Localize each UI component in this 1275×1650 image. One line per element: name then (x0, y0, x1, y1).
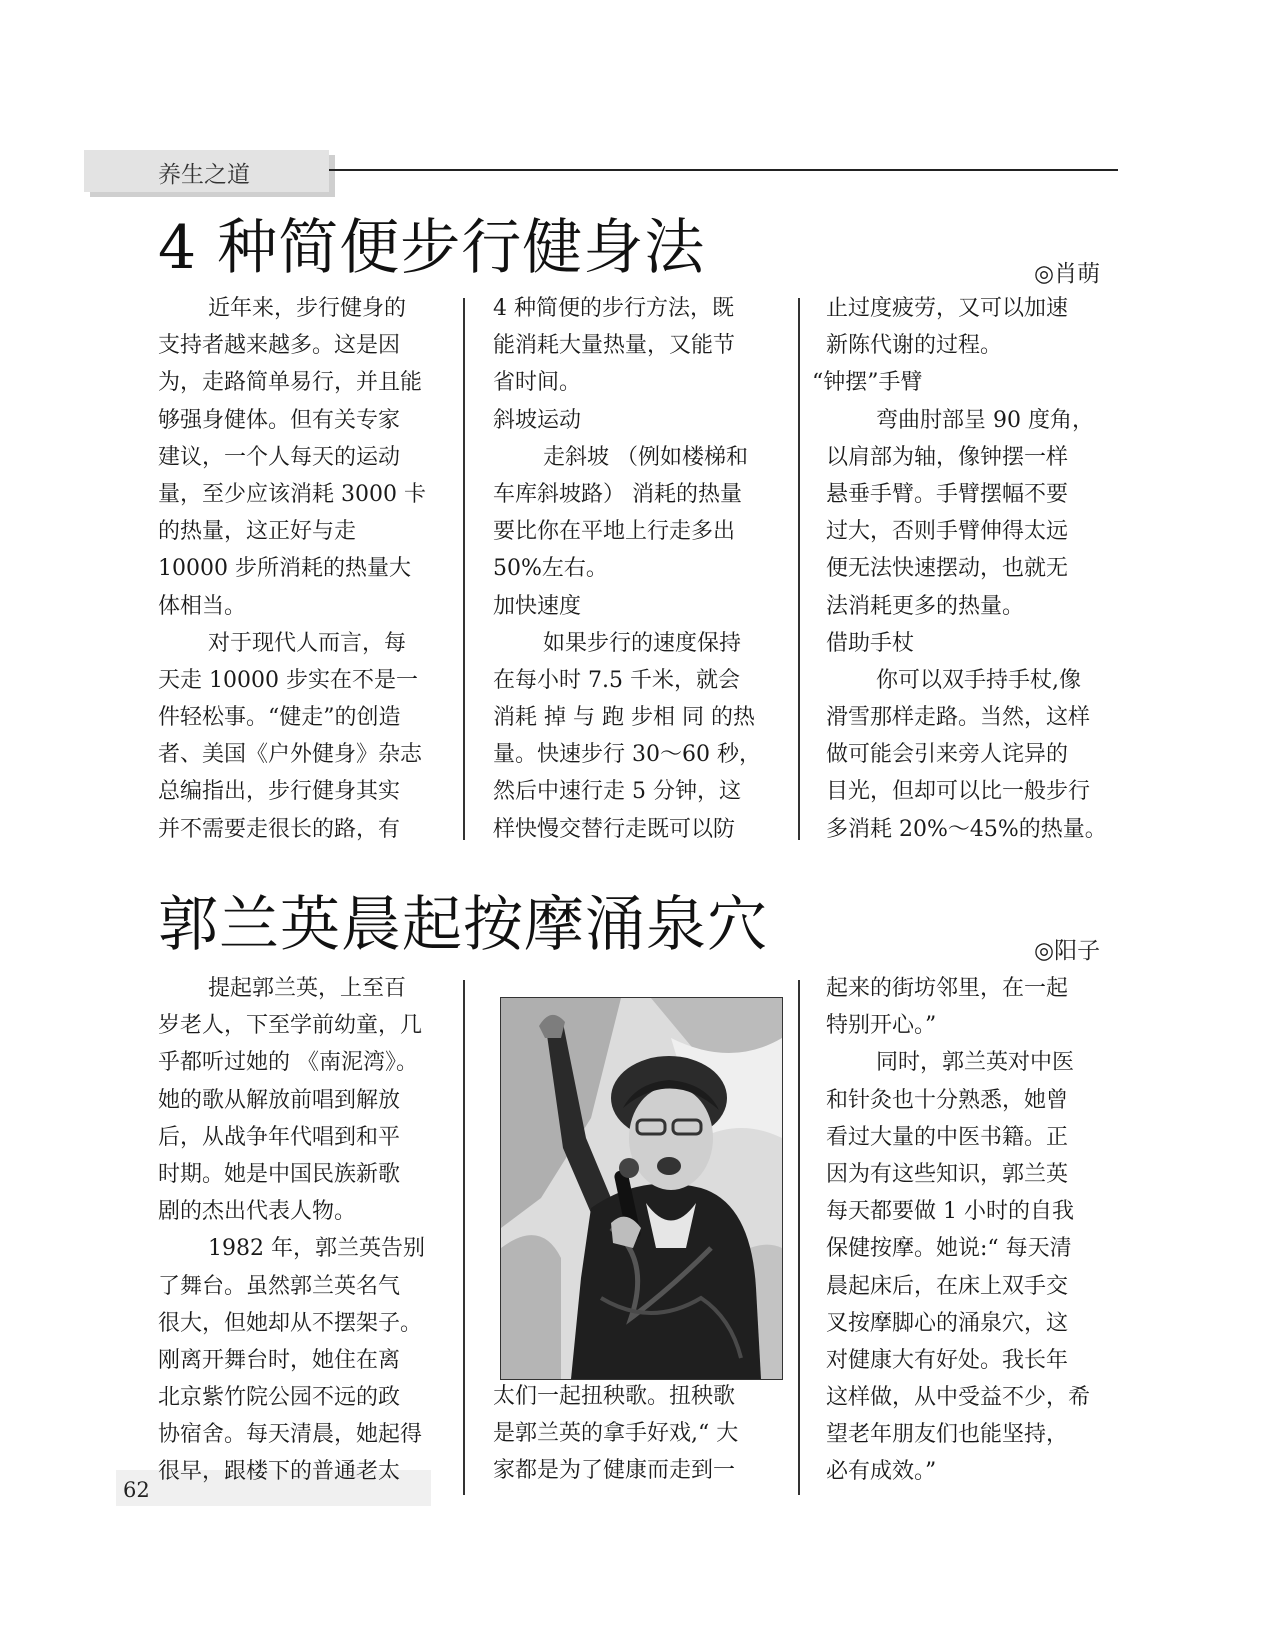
text-line: 这样做，从中受益不少，希 (826, 1385, 1091, 1411)
text-line: 岁老人，下至学前幼童，几 (158, 1013, 423, 1039)
text-line: 因为有这些知识，郭兰英 (826, 1161, 1069, 1187)
text-line: 时期。她是中国民族新歌 (158, 1161, 401, 1187)
text-line: 看过大量的中医书籍。正 (826, 1124, 1069, 1150)
text-line: 能消耗大量热量，又能节 (493, 333, 736, 359)
text-line: 的热量，这正好与走 (158, 519, 357, 545)
article2-column-3 (826, 970, 1090, 1491)
text-line: 止过度疲劳，又可以加速 (826, 296, 1069, 321)
text-line: 以肩部为轴，像钟摆一样 (826, 444, 1069, 470)
text-line: 北京紫竹院公园不远的政 (158, 1385, 401, 1411)
text-line: 10000 步所消耗的热量大 (158, 556, 411, 582)
text-line: 省时间。 (493, 370, 582, 396)
text-line: 太们一起扭秧歌。扭秧歌 (493, 1384, 736, 1409)
text-line: 车库斜坡路） 消耗的热量 (493, 481, 742, 507)
text-line: 走斜坡 （例如楼梯和 (543, 444, 748, 470)
text-line: 协宿舍。每天清晨，她起得 (158, 1422, 423, 1448)
text-line: 总编指出，步行健身其实 (158, 779, 401, 805)
text-line: 对于现代人而言，每 (208, 630, 407, 656)
page-number: 62 (123, 1478, 150, 1502)
text-line: 刚离开舞台时，她住在离 (158, 1347, 401, 1373)
text-line: 件轻松事。“健走”的创造 (158, 705, 401, 731)
text-line: 法消耗更多的热量。 (826, 593, 1025, 619)
text-line: 后，从战争年代唱到和平 (158, 1124, 401, 1150)
text-line: 在每小时 7.5 千米，就会 (493, 667, 740, 693)
text-line: 望老年朋友们也能坚持， (826, 1422, 1069, 1448)
text-line: 天走 10000 步实在不是一 (158, 667, 418, 693)
text-line: 做可能会引来旁人诧异的 (826, 742, 1069, 768)
article1-column-2 (493, 290, 761, 848)
article2-title: 郭兰英晨起按摩涌泉穴 (158, 890, 768, 960)
text-line: 她的歌从解放前唱到解放 (158, 1087, 401, 1113)
text-line: 保健按摩。她说:“ 每天清 (826, 1236, 1072, 1262)
text-line: 新陈代谢的过程。 (826, 333, 1003, 359)
subheading: 斜坡运动 (493, 407, 582, 433)
article1-column-3 (812, 290, 1107, 848)
text-line: 要比你在平地上行走多出 (493, 519, 736, 545)
photo-singer (500, 997, 783, 1380)
text-line: 如果步行的速度保持 (543, 630, 742, 656)
text-line: 了舞台。虽然郭兰英名气 (158, 1273, 401, 1299)
text-line: 提起郭兰英，上至百 (208, 976, 407, 1001)
text-line: 你可以双手持手杖,像 (876, 667, 1081, 693)
text-line: 然后中速行走 5 分钟，这 (493, 779, 741, 805)
text-line: 同时，郭兰英对中医 (876, 1050, 1075, 1076)
text-line: 50%左右。 (493, 556, 608, 582)
text-line: 多消耗 20%～45%的热量。 (826, 816, 1107, 842)
subheading: 加快速度 (493, 593, 582, 619)
text-line: 够强身健体。但有关专家 (158, 407, 401, 433)
header-rule (329, 169, 1118, 171)
text-line: 家都是为了健康而走到一 (493, 1458, 736, 1484)
text-line: 近年来，步行健身的 (208, 296, 407, 321)
text-line: 每天都要做 1 小时的自我 (826, 1199, 1074, 1225)
text-line: 对健康大有好处。我长年 (826, 1347, 1069, 1373)
text-line: 过大，否则手臂伸得太远 (826, 519, 1069, 545)
text-line: 是郭兰英的拿手好戏,“ 大 (493, 1421, 739, 1447)
text-line: 量。快速步行 30～60 秒， (493, 742, 761, 768)
text-line: 弯曲肘部呈 90 度角， (876, 407, 1094, 433)
column-divider (798, 980, 800, 1495)
text-line: 和针灸也十分熟悉，她曾 (826, 1087, 1069, 1113)
article1-column-1 (158, 290, 426, 848)
text-line: 量，至少应该消耗 3000 卡 (158, 481, 426, 507)
text-line: 特别开心。” (826, 1013, 937, 1039)
column-divider (463, 298, 465, 840)
text-line: 必有成效。” (826, 1459, 937, 1485)
subheading: 借助手杖 (826, 630, 915, 656)
article2-column-2 (493, 1378, 738, 1490)
text-line: 晨起床后，在床上双手交 (826, 1273, 1069, 1299)
section-tab (84, 150, 329, 192)
text-line: 乎都听过她的 《南泥湾》。 (158, 1050, 418, 1076)
column-divider (463, 980, 465, 1495)
text-line: 目光，但却可以比一般步行 (826, 779, 1091, 805)
article2-byline: ◎阳子 (1034, 938, 1101, 964)
text-line: 样快慢交替行走既可以防 (493, 816, 736, 842)
article1-byline: ◎肖萌 (1034, 261, 1101, 287)
section-label: 养生之道 (158, 162, 250, 188)
article1-title: 4 种简便步行健身法 (158, 213, 706, 283)
text-line: 叉按摩脚心的涌泉穴，这 (826, 1310, 1069, 1336)
text-line: 体相当。 (158, 593, 247, 619)
text-line: 剧的杰出代表人物。 (158, 1199, 357, 1225)
photo-illustration (501, 998, 782, 1379)
text-line: 滑雪那样走路。当然，这样 (826, 705, 1091, 731)
text-line: 者、美国《户外健身》杂志 (158, 742, 423, 768)
text-line: 并不需要走很长的路，有 (158, 816, 401, 842)
text-line: 建议，一个人每天的运动 (158, 444, 401, 470)
article2-column-1 (158, 970, 425, 1491)
text-line: 支持者越来越多。这是因 (158, 333, 401, 359)
text-line: 很大，但她却从不摆架子。 (158, 1310, 423, 1336)
text-line: 消耗 掉 与 跑 步相 同 的热 (493, 705, 755, 731)
text-line: 1982 年，郭兰英告别 (208, 1236, 425, 1262)
text-line: 起来的街坊邻里，在一起 (826, 976, 1069, 1001)
text-line: 便无法快速摆动，也就无 (826, 556, 1069, 582)
text-line: 悬垂手臂。手臂摆幅不要 (826, 481, 1069, 507)
text-line: 很早，跟楼下的普通老太 (158, 1459, 401, 1485)
text-line: 为，走路简单易行，并且能 (158, 370, 423, 396)
column-divider (798, 298, 800, 840)
text-line: 4 种简便的步行方法，既 (493, 296, 734, 321)
subheading: “钟摆”手臂 (812, 370, 923, 396)
